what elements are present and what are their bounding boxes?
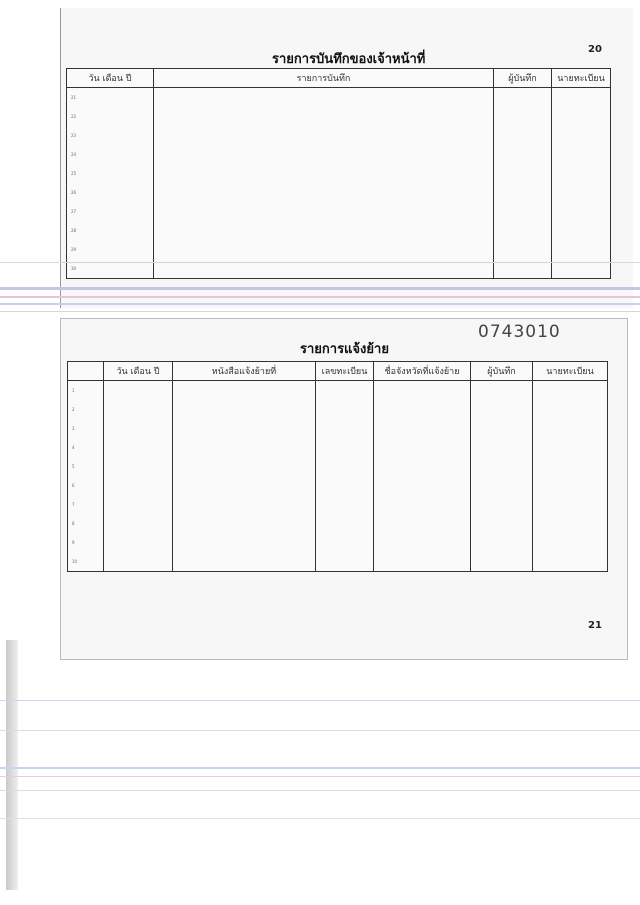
table-row (68, 495, 608, 514)
table-cell[interactable] (374, 476, 471, 495)
table-row (68, 552, 608, 572)
table-cell[interactable] (154, 145, 494, 164)
table-cell[interactable] (154, 240, 494, 259)
table-cell[interactable] (154, 221, 494, 240)
table-cell[interactable] (173, 495, 316, 514)
table-cell[interactable] (552, 164, 611, 183)
row-number: 24 (67, 145, 154, 164)
table-cell[interactable] (533, 476, 608, 495)
row-number: 22 (67, 107, 154, 126)
table-cell[interactable] (494, 183, 552, 202)
table-cell[interactable] (154, 107, 494, 126)
table-row (67, 107, 611, 126)
table-row (68, 457, 608, 476)
table-row (67, 88, 611, 108)
table-cell[interactable] (173, 381, 316, 401)
col-recorder: ผู้บันทึก (471, 362, 533, 381)
table-row (68, 438, 608, 457)
table-cell[interactable] (316, 400, 374, 419)
table-cell[interactable] (104, 438, 173, 457)
scan-line (0, 767, 640, 769)
table-cell[interactable] (471, 381, 533, 401)
row-number: 7 (68, 495, 104, 514)
table-cell[interactable] (104, 533, 173, 552)
table-cell[interactable] (471, 457, 533, 476)
relocation-table (67, 361, 608, 572)
row-number: 2 (68, 400, 104, 419)
row-number: 1 (68, 381, 104, 401)
col-registrar: นายทะเบียน (552, 69, 611, 88)
col-province: ชื่อจังหวัดที่แจ้งย้าย (374, 362, 471, 381)
col-record: รายการบันทึก (154, 69, 494, 88)
table-cell[interactable] (104, 476, 173, 495)
table-cell[interactable] (533, 400, 608, 419)
table-row (67, 202, 611, 221)
table-cell[interactable] (533, 457, 608, 476)
officer-records-table (66, 68, 611, 279)
table-cell[interactable] (374, 533, 471, 552)
table-cell[interactable] (552, 145, 611, 164)
table-cell[interactable] (471, 552, 533, 572)
table-cell[interactable] (104, 381, 173, 401)
table-cell[interactable] (173, 438, 316, 457)
table-cell[interactable] (471, 514, 533, 533)
table-row (68, 514, 608, 533)
row-number: 8 (68, 514, 104, 533)
table-cell[interactable] (471, 476, 533, 495)
row-number: 30 (67, 259, 154, 279)
top-section-title: รายการบันทึกของเจ้าหน้าที่ (272, 52, 426, 67)
table-cell[interactable] (316, 476, 374, 495)
table-cell[interactable] (552, 88, 611, 108)
table-row (67, 221, 611, 240)
table-cell[interactable] (154, 202, 494, 221)
table-row (68, 400, 608, 419)
table-cell[interactable] (374, 495, 471, 514)
top-page-number: 20 (588, 44, 602, 55)
table-cell[interactable] (173, 514, 316, 533)
col-registrar: นายทะเบียน (533, 362, 608, 381)
col-index (68, 362, 104, 381)
table-cell[interactable] (104, 419, 173, 438)
table-cell[interactable] (533, 381, 608, 401)
table-cell[interactable] (494, 88, 552, 108)
table-cell[interactable] (374, 457, 471, 476)
row-number: 26 (67, 183, 154, 202)
table-cell[interactable] (471, 419, 533, 438)
table-cell[interactable] (316, 419, 374, 438)
record-number: 0743010 (478, 322, 561, 342)
table-cell[interactable] (374, 419, 471, 438)
col-date: วัน เดือน ปี (104, 362, 173, 381)
scan-line (0, 303, 640, 305)
scan-line (0, 296, 640, 298)
scan-line (0, 311, 640, 312)
table-row (68, 476, 608, 495)
scan-line (0, 700, 640, 701)
table-cell[interactable] (533, 419, 608, 438)
bottom-section-title: รายการแจ้งย้าย (300, 342, 389, 357)
scan-shadow (6, 640, 18, 890)
table-cell[interactable] (471, 533, 533, 552)
table-row (67, 183, 611, 202)
table-cell[interactable] (316, 552, 374, 572)
row-number: 3 (68, 419, 104, 438)
row-number: 5 (68, 457, 104, 476)
table-cell[interactable] (104, 400, 173, 419)
row-number: 4 (68, 438, 104, 457)
table-cell[interactable] (173, 533, 316, 552)
table-cell[interactable] (533, 552, 608, 572)
table-cell[interactable] (471, 495, 533, 514)
table-cell[interactable] (316, 514, 374, 533)
table-cell[interactable] (494, 126, 552, 145)
scan-line (0, 730, 640, 731)
col-date: วัน เดือน ปี (67, 69, 154, 88)
scan-line (0, 287, 640, 290)
table-cell[interactable] (494, 145, 552, 164)
table-cell[interactable] (154, 88, 494, 108)
table-cell[interactable] (154, 126, 494, 145)
table-cell[interactable] (471, 438, 533, 457)
table-cell[interactable] (494, 240, 552, 259)
table-cell[interactable] (494, 221, 552, 240)
table-cell[interactable] (552, 240, 611, 259)
table-cell[interactable] (374, 552, 471, 572)
row-number: 28 (67, 221, 154, 240)
row-number: 9 (68, 533, 104, 552)
scan-line (0, 790, 640, 791)
row-number: 25 (67, 164, 154, 183)
table-cell[interactable] (494, 107, 552, 126)
table-row (68, 419, 608, 438)
col-relocation-letter: หนังสือแจ้งย้ายที่ (173, 362, 316, 381)
row-number: 6 (68, 476, 104, 495)
table-cell[interactable] (552, 183, 611, 202)
table-cell[interactable] (552, 107, 611, 126)
table-cell[interactable] (316, 495, 374, 514)
table-cell[interactable] (173, 476, 316, 495)
table-cell[interactable] (104, 514, 173, 533)
table-cell[interactable] (374, 381, 471, 401)
table-row (67, 164, 611, 183)
table-cell[interactable] (154, 183, 494, 202)
table-cell[interactable] (471, 400, 533, 419)
col-recorder: ผู้บันทึก (494, 69, 552, 88)
scan-line (0, 262, 640, 263)
table-cell[interactable] (173, 419, 316, 438)
row-number: 29 (67, 240, 154, 259)
row-number: 21 (67, 88, 154, 108)
col-registration-number: เลขทะเบียน (316, 362, 374, 381)
scan-line (0, 776, 640, 777)
table-cell[interactable] (374, 400, 471, 419)
row-number: 23 (67, 126, 154, 145)
table-cell[interactable] (552, 126, 611, 145)
table-cell[interactable] (104, 457, 173, 476)
table-cell[interactable] (104, 495, 173, 514)
table-cell[interactable] (374, 438, 471, 457)
table-row (68, 381, 608, 401)
table-cell[interactable] (173, 400, 316, 419)
table-row (68, 533, 608, 552)
table-cell[interactable] (374, 514, 471, 533)
row-number: 10 (68, 552, 104, 572)
table-cell[interactable] (316, 533, 374, 552)
table-cell[interactable] (154, 164, 494, 183)
table-cell[interactable] (533, 514, 608, 533)
scan-line (0, 818, 640, 819)
table-row (67, 145, 611, 164)
table-cell[interactable] (104, 552, 173, 572)
row-number: 27 (67, 202, 154, 221)
table-cell[interactable] (316, 438, 374, 457)
bottom-page-number: 21 (588, 620, 602, 631)
table-cell[interactable] (533, 495, 608, 514)
table-cell[interactable] (494, 164, 552, 183)
table-cell[interactable] (316, 381, 374, 401)
table-cell[interactable] (552, 202, 611, 221)
table-row (67, 126, 611, 145)
table-row (67, 240, 611, 259)
table-cell[interactable] (316, 457, 374, 476)
table-cell[interactable] (173, 552, 316, 572)
table-cell[interactable] (533, 438, 608, 457)
table-cell[interactable] (533, 533, 608, 552)
table-cell[interactable] (173, 457, 316, 476)
table-cell[interactable] (494, 202, 552, 221)
table-cell[interactable] (552, 221, 611, 240)
